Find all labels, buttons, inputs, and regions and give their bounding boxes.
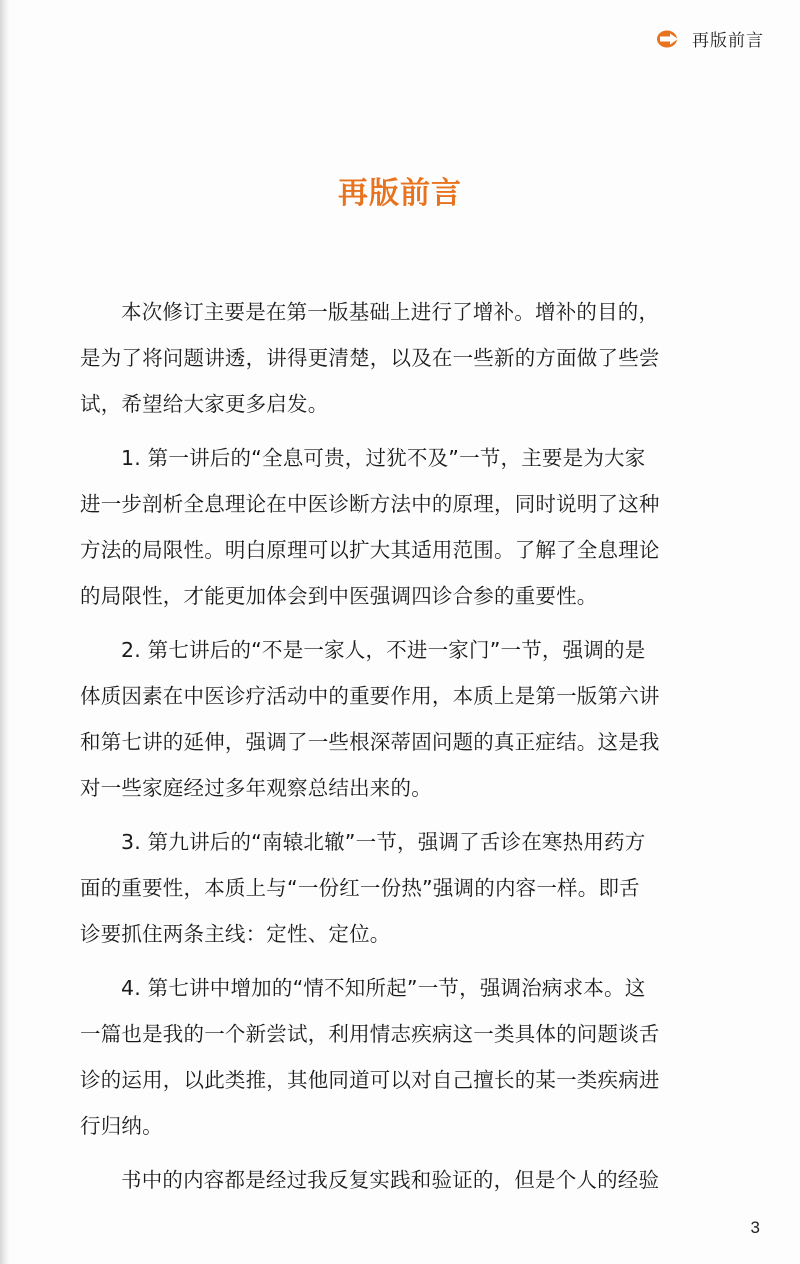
paragraph — [80, 289, 725, 427]
text-line: 行归纳。 — [80, 1114, 163, 1138]
text-line: 是为了将问题讲透，讲得更清楚，以及在一些新的方面做了些尝 — [80, 346, 660, 370]
running-header — [656, 26, 764, 51]
paragraph — [80, 435, 725, 619]
text-line: 诊要抓住两条主线：定性、定位。 — [80, 922, 391, 946]
text-line: 本次修订主要是在第一版基础上进行了增补。增补的目的， — [121, 300, 660, 324]
text-line: 体质因素在中医诊疗活动中的重要作用，本质上是第一版第六讲 — [80, 684, 660, 708]
paragraph — [80, 627, 725, 811]
page-number: 3 — [750, 1218, 760, 1237]
text-line: 4. 第七讲中增加的“情不知所起”一节，强调治病求本。这 — [121, 976, 646, 1000]
text-line: 诊的运用，以此类推，其他同道可以对自己擅长的某一类疾病进 — [80, 1068, 660, 1092]
text-line: 进一步剖析全息理论在中医诊断方法中的原理，同时说明了这种 — [80, 492, 660, 516]
body-text — [80, 289, 725, 1203]
paragraph — [80, 819, 725, 957]
text-line: 1. 第一讲后的“全息可贵，过犹不及”一节，主要是为大家 — [121, 446, 646, 470]
page-title: 再版前言 — [338, 176, 462, 211]
text-line: 和第七讲的延伸，强调了一些根深蒂固问题的真正症结。这是我 — [80, 730, 660, 754]
text-line: 试，希望给大家更多启发。 — [80, 392, 329, 416]
text-line: 方法的局限性。明白原理可以扩大其适用范围。了解了全息理论 — [80, 538, 660, 562]
text-line: 一篇也是我的一个新尝试，利用情志疾病这一类具体的问题谈舌 — [80, 1022, 660, 1046]
text-line: 书中的内容都是经过我反复实践和验证的，但是个人的经验 — [121, 1168, 660, 1192]
arrow-circle-icon — [656, 29, 682, 49]
text-line: 3. 第九讲后的“南辕北辙”一节，强调了舌诊在寒热用药方 — [121, 830, 646, 854]
text-line: 2. 第七讲后的“不是一家人，不进一家门”一节，强调的是 — [121, 638, 646, 662]
paragraph — [80, 1157, 725, 1203]
running-header-title: 再版前言 — [692, 31, 764, 51]
text-line: 对一些家庭经过多年观察总结出来的。 — [80, 776, 432, 800]
paragraph — [80, 965, 725, 1149]
text-line: 的局限性，才能更加体会到中医强调四诊合参的重要性。 — [80, 584, 598, 608]
text-line: 面的重要性，本质上与“一份红一份热”强调的内容一样。即舌 — [80, 876, 640, 900]
